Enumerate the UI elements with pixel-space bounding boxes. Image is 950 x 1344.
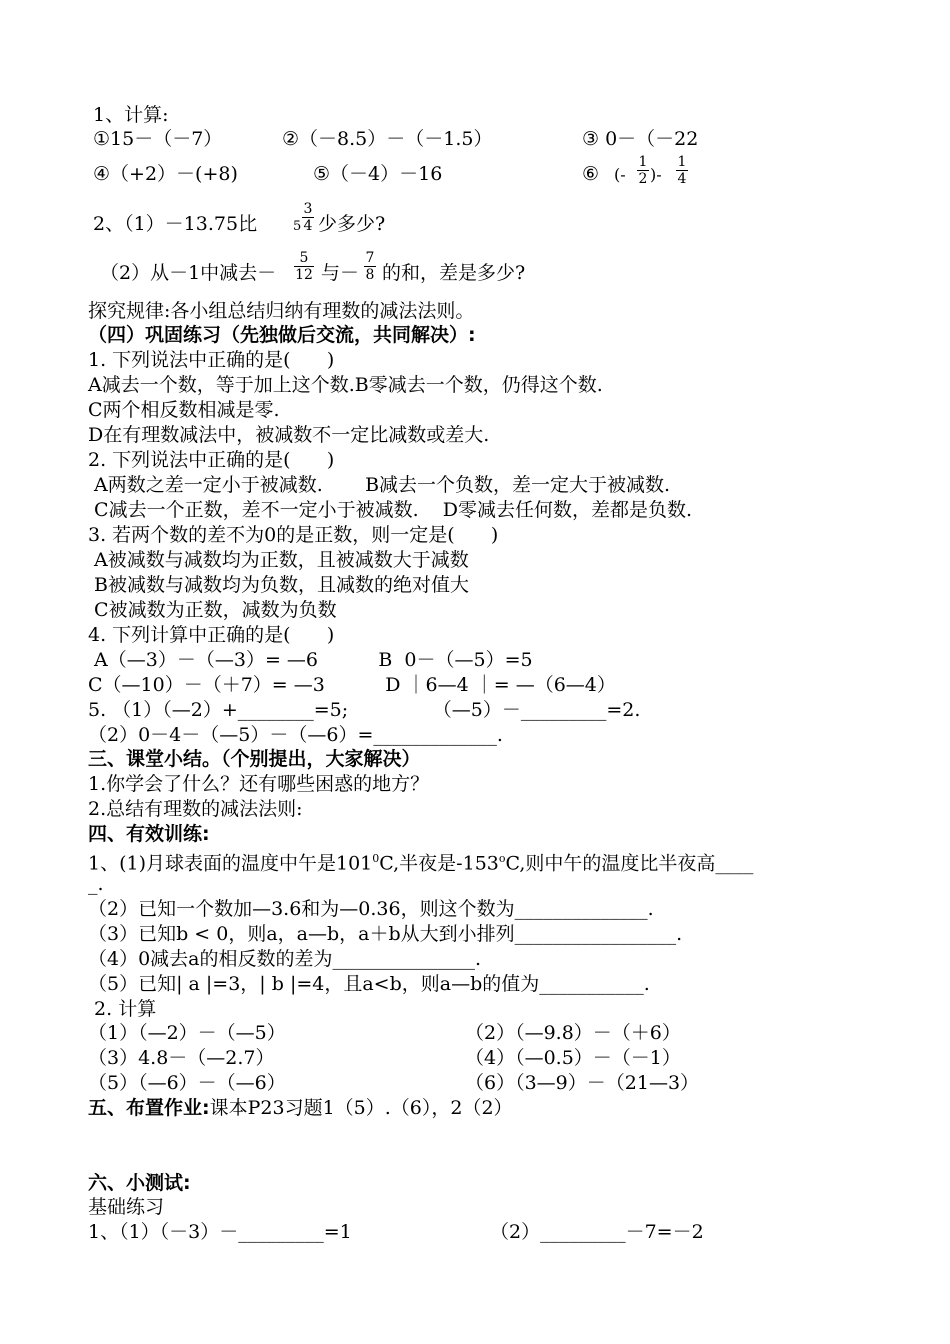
training-line-1-continued: _. <box>88 873 104 895</box>
practice-line: C（—10）－（＋7）= —3 D ｜6—4 ｜= —（6—4） <box>88 674 616 696</box>
training-line-1-mid: C,半夜是-153 <box>379 852 499 875</box>
training-line: （2）已知一个数加—3.6和为—0.36，则这个数为______________. <box>88 898 654 920</box>
calc-item: （2）（—9.8）－（＋6） <box>465 1022 681 1044</box>
practice-line: 3. 若两个数的差不为0的是正数，则一定是( ) <box>88 524 499 546</box>
practice-line: 5. （1）（—2）+________=5; （—5）－_________=2. <box>88 699 641 721</box>
homework-heading: 五、布置作业: <box>88 1097 210 1119</box>
practice-line: A两数之差一定小于被减数. B减去一个负数，差一定大于被减数. <box>88 474 671 496</box>
training-line-1 <box>88 847 753 875</box>
fraction-denominator: 4 <box>303 218 313 234</box>
fraction-numerator: 1 <box>677 154 687 170</box>
practice-line: C减去一个正数，差不一定小于被减数. D零减去任何数，差都是负数. <box>88 499 693 521</box>
q2-line-2-end: 的和，差是多少? <box>382 262 526 284</box>
q1-item-5: ⑤（－4）－16 <box>313 163 443 185</box>
fraction-numerator: 1 <box>638 154 648 170</box>
fraction-numerator: 5 <box>299 250 309 266</box>
practice-heading: （四）巩固练习（先独做后交流，共同解决）: <box>88 324 476 346</box>
calc-title: 2. 计算 <box>88 998 157 1020</box>
homework-text: 课本P23习题1（5）.（6），2（2） <box>209 1097 513 1119</box>
degree-superscript: o <box>498 852 506 865</box>
q1-item-6-close: )- <box>650 165 662 184</box>
practice-line: 1. 下列说法中正确的是( ) <box>88 349 335 371</box>
test-item-2: （2）_________－7=－2 <box>490 1221 704 1243</box>
q1-item-1: ①15－（－7） <box>93 128 223 150</box>
test-item-1: 1、（1）（－3）－_________=1 <box>88 1221 352 1243</box>
calc-item: （1）（—2）－（—5） <box>88 1022 286 1044</box>
q2-mixed-whole: 5 <box>293 219 302 234</box>
q2-line-1-end: 少多少? <box>318 213 386 235</box>
q1-item-6-label: ⑥ <box>582 163 600 185</box>
calc-item: （4）（—0.5）－（－1） <box>465 1047 681 1069</box>
q2-line-2-start: （2）从－1中减去－ <box>100 262 277 284</box>
summary-line: 2.总结有理数的减法法则: <box>88 798 303 820</box>
q1-item-6-fraction-1 <box>637 154 649 187</box>
practice-line: 2. 下列说法中正确的是( ) <box>88 449 335 471</box>
homework <box>88 1096 513 1120</box>
q2-mixed-fraction <box>302 201 314 234</box>
practice-line: B被减数与减数均为负数，且减数的绝对值大 <box>88 574 470 596</box>
q1-item-2: ②（－8.5）－（－1.5） <box>282 128 493 150</box>
practice-line: A减去一个数，等于加上这个数.B零减去一个数，仍得这个数. <box>88 374 603 396</box>
summary-line: 1.你学会了什么？还有哪些困惑的地方？ <box>88 773 430 795</box>
fraction-denominator: 8 <box>365 267 375 283</box>
fraction-numerator: 3 <box>303 201 313 217</box>
explore-rule: 探究规律:各小组总结归纳有理数的减法法则。 <box>88 300 475 322</box>
summary-heading: 三、课堂小结。（个别提出，大家解决） <box>88 748 421 770</box>
practice-line: D在有理数减法中，被减数不一定比减数或差大. <box>88 424 490 446</box>
practice-line: A（—3）－（—3）= —6 B 0－（—5）=5 <box>88 649 533 671</box>
q1-item-4: ④（+2）－(+8) <box>93 163 238 185</box>
training-line: （5）已知| a |=3，| b |=4，且a<b，则a—b的值为___________. <box>88 973 650 995</box>
q1-title: 1、计算: <box>93 104 169 126</box>
practice-line: A被减数与减数均为正数，且被减数大于减数 <box>88 549 469 571</box>
fraction-denominator: 4 <box>677 171 687 187</box>
q2-fraction-1 <box>294 250 314 283</box>
fraction-denominator: 2 <box>638 171 648 187</box>
q1-item-6-open: (- <box>614 165 626 184</box>
test-heading: 六、小测试: <box>88 1172 191 1194</box>
degree-superscript: 0 <box>372 852 380 865</box>
calc-item: （3）4.8－（—2.7） <box>88 1047 275 1069</box>
calc-item: （5）（—6）－（—6） <box>88 1072 286 1094</box>
q1-item-3: ③ 0－（－22 <box>582 128 699 150</box>
practice-line: （2）0－4－（—5）－（—6）=_____________. <box>88 724 503 746</box>
training-heading: 四、有效训练: <box>88 823 210 845</box>
calc-item: （6）（3—9）－（21—3） <box>465 1072 700 1094</box>
training-line: （3）已知b < 0，则a，a—b，a＋b从大到小排列_________________. <box>88 923 683 945</box>
training-line-1-start: 1、(1)月球表面的温度中午是101 <box>88 852 373 875</box>
practice-line: C两个相反数相减是零. <box>88 399 280 421</box>
q1-item-6-fraction-2 <box>676 154 688 187</box>
fraction-numerator: 7 <box>365 250 375 266</box>
fraction-denominator: 12 <box>295 267 313 283</box>
training-line-1-end: C,则中午的温度比半夜高____ <box>505 852 754 875</box>
practice-line: C被减数为正数，减数为负数 <box>88 599 337 621</box>
q2-fraction-2 <box>364 250 376 283</box>
q2-line-2-mid: 与－ <box>321 262 360 284</box>
q2-line-1-start: 2、（1）－13.75比 <box>93 213 258 235</box>
practice-line: 4. 下列计算中正确的是( ) <box>88 624 335 646</box>
training-line: （4）0减去a的相反数的差为_______________. <box>88 948 482 970</box>
test-subheading: 基础练习 <box>88 1196 165 1218</box>
